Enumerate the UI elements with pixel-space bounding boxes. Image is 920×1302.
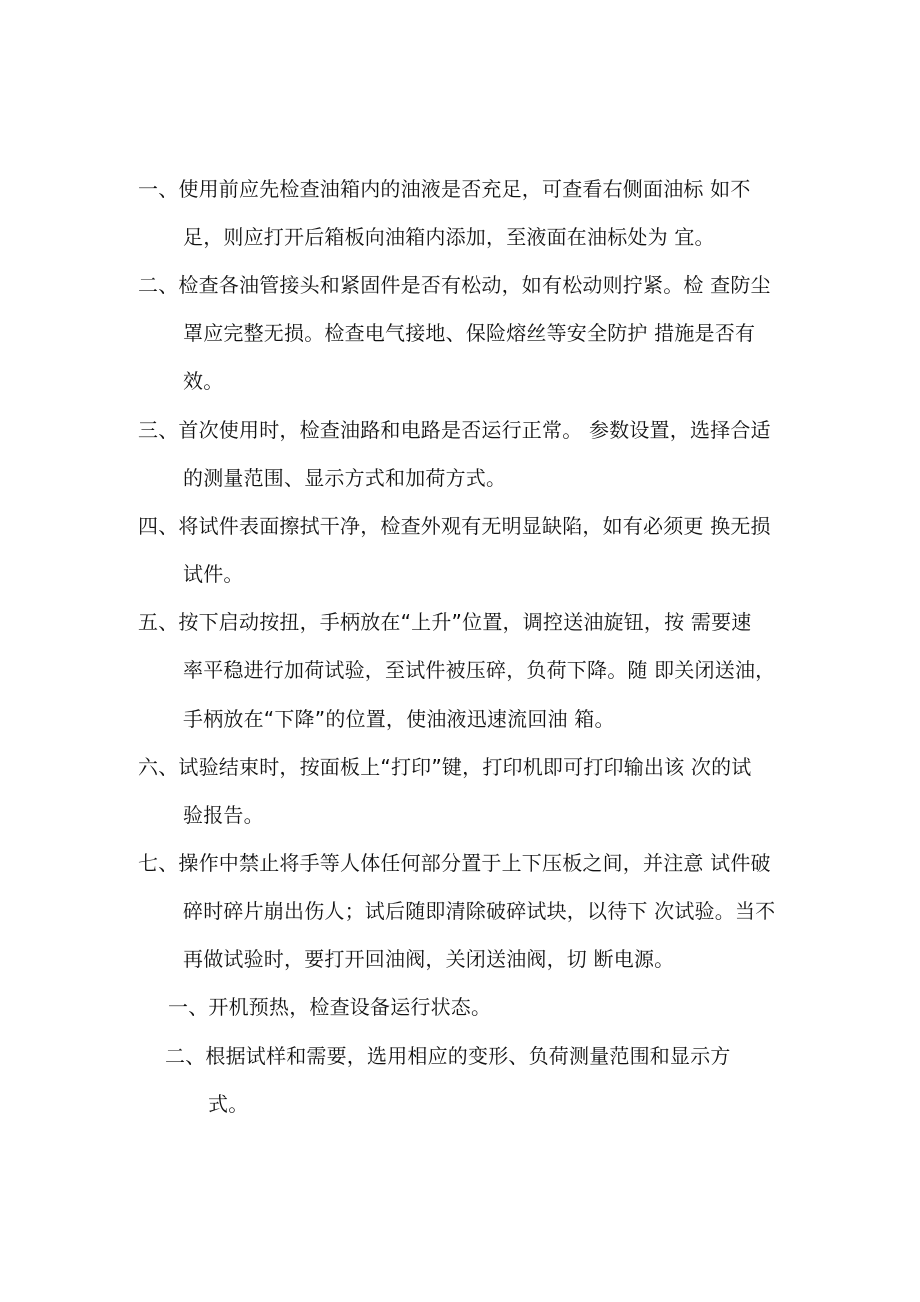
item-7-line-2: 碎时碎片崩出伤人；试后随即清除破碎试块，以待下 次试验。当不 <box>183 899 776 923</box>
item-3-line-1: 三、首次使用时，检查油路和电路是否运行正常。 参数设置，选择合适 <box>138 418 771 442</box>
item-5-line-3: 手柄放在“下降”的位置，使油液迅速流回油 箱。 <box>183 707 615 731</box>
item-7-line-3: 再做试验时，要打开回油阀，关闭送油阀，切 断电源。 <box>183 947 675 971</box>
subitem-2-line-2: 式。 <box>208 1092 249 1116</box>
item-6-line-2: 验报告。 <box>183 803 264 827</box>
subitem-2-line-1: 二、根据试样和需要，选用相应的变形、负荷测量范围和显示方 <box>165 1044 731 1068</box>
subitem-1-line-1: 一、开机预热，检查设备运行状态。 <box>168 995 492 1019</box>
item-4-line-1: 四、将试件表面擦拭干净，检查外观有无明显缺陷，如有必须更 换无损 <box>138 514 771 538</box>
item-1-line-1: 一、使用前应先检查油箱内的油液是否充足，可查看右侧面油标 如不 <box>138 177 751 201</box>
item-5-line-1: 五、按下启动按扭，手柄放在“上升”位置，调控送油旋钮，按 需要速 <box>138 610 752 634</box>
item-5-line-2: 率平稳进行加荷试验，至试件被压碎，负荷下降。随 即关闭送油， <box>183 658 776 682</box>
item-4-line-2: 试件。 <box>183 562 244 586</box>
item-2-line-1: 二、检查各油管接头和紧固件是否有松动，如有松动则拧紧。检 查防尘 <box>138 273 771 297</box>
item-3-line-2: 的测量范围、显示方式和加荷方式。 <box>183 466 507 490</box>
item-2-line-2: 罩应完整无损。检查电气接地、保险熔丝等安全防护 措施是否有 <box>183 321 756 345</box>
item-7-line-1: 七、操作中禁止将手等人体任何部分置于上下压板之间，并注意 试件破 <box>138 851 771 875</box>
item-6-line-1: 六、试验结束时，按面板上“打印”键，打印机即可打印输出该 次的试 <box>138 755 752 779</box>
item-1-line-2: 足，则应打开后箱板向油箱内添加，至液面在油标处为 宜。 <box>183 225 715 249</box>
item-2-line-3: 效。 <box>183 369 224 393</box>
